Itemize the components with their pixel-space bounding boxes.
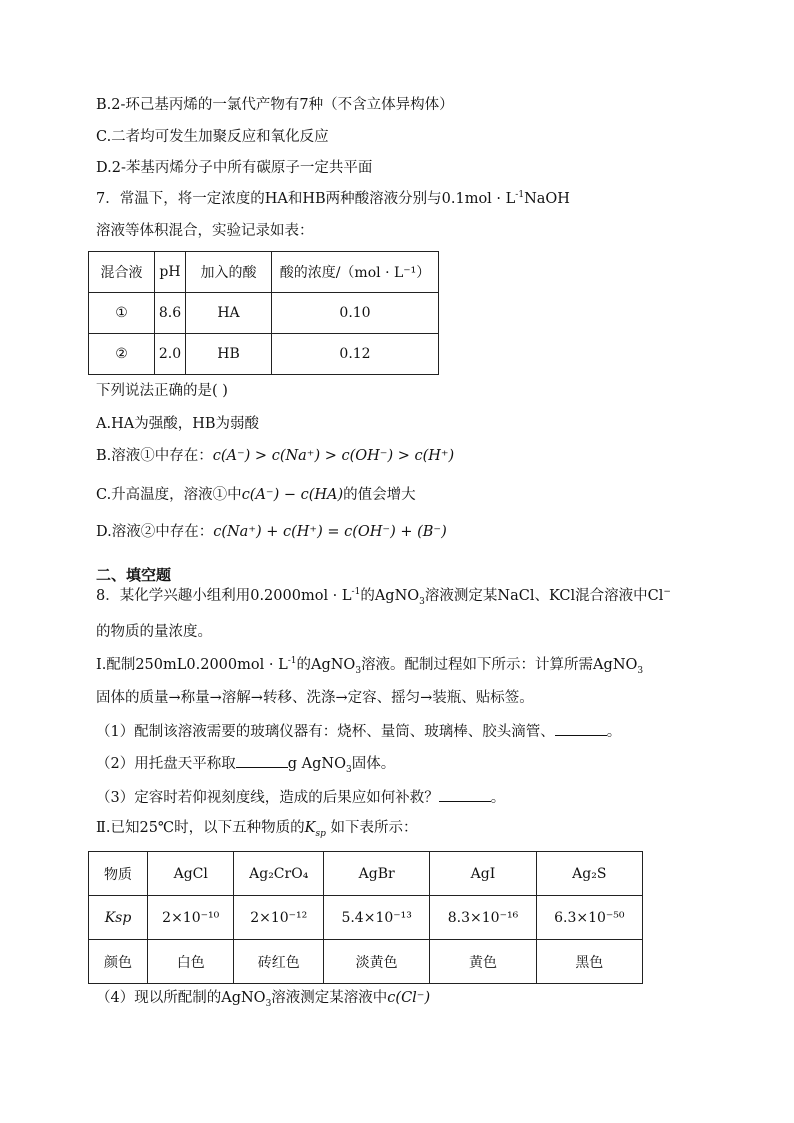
part-2-intro: Ⅱ.已知25℃时，以下五种物质的$K_{sp}$ 如下表所示： [96, 820, 418, 839]
table-cell: 0.10 [272, 293, 439, 334]
question-7-option-c: C.升高温度，溶液①中c(A⁻) − c(HA)的值会增大 [96, 487, 416, 503]
table-cell: 2×10⁻¹⁰ [148, 896, 234, 940]
table-header: 颜色 [89, 940, 148, 984]
sub-question-3: （3）定容时若仰视刻度线，造成的后果应如何补救？ 。 [96, 787, 505, 808]
table-row [89, 293, 439, 334]
table-cell: Ag₂CrO₄ [234, 852, 324, 896]
part-1-intro: Ⅰ.配制$250mL0.2000mol \cdot L^{-1}$的AgNO$_3$溶液。配制过程如下所示：计算所需AgNO$_3$ [96, 656, 644, 676]
table-cell: 白色 [148, 940, 234, 984]
answer-blank[interactable] [236, 753, 288, 768]
question-8-stem: 8．某化学兴趣小组利用$0.2000mol \cdot L^{-1}$的AgNO$_3$溶液测定某NaCl、KCl混合溶液中Cl− [96, 587, 671, 607]
table-cell: 砖红色 [234, 940, 324, 984]
sub-question-4: （4）现以所配制的AgNO$_3$溶液测定某溶液中c(Cl⁻) [96, 990, 431, 1009]
table-cell: 淡黄色 [324, 940, 430, 984]
section-heading: 二、填空题 [96, 566, 172, 584]
question-7-option-a: A.HA为强酸，HB为弱酸 [96, 416, 259, 432]
part-1-steps: 固体的质量→称量→溶解→转移、洗涤→定容、摇匀→装瓶、贴标签。 [96, 690, 534, 706]
question-7-ask: 下列说法正确的是( ) [96, 383, 228, 399]
table-cell: AgCl [148, 852, 234, 896]
table-cell: 2.0 [155, 334, 186, 375]
table-row [89, 852, 643, 896]
table-cell: Ag₂S [536, 852, 642, 896]
option-c-line: C.二者均可发生加聚反应和氧化反应 [96, 129, 329, 145]
table-header: pH [155, 252, 186, 293]
table-row [89, 896, 643, 940]
question-7-stem-cont: 溶液等体积混合，实验记录如表： [96, 223, 314, 239]
sub-question-1: （1）配制该溶液需要的玻璃仪器有：烧杯、量筒、玻璃棒、胶头滴管、 。 [96, 721, 621, 742]
table-cell: AgI [430, 852, 536, 896]
table-header: 加入的酸 [186, 252, 272, 293]
question-7-option-b: B.溶液①中存在：c(A⁻) > c(Na⁺) > c(OH⁻) > c(H⁺) [96, 448, 455, 464]
table-cell: 8.6 [155, 293, 186, 334]
table-cell: 0.12 [272, 334, 439, 375]
table-header: 物质 [89, 852, 148, 896]
table-header: Ksp [89, 896, 148, 940]
table-row [89, 252, 439, 293]
sub-question-2: （2）用托盘天平称取 g AgNO$_3$固体。 [96, 753, 395, 774]
question-8-stem-cont: 的物质的量浓度。 [96, 624, 212, 640]
option-d-line: D.2-苯基丙烯分子中所有碳原子一定共平面 [96, 160, 373, 176]
table-cell: 黄色 [430, 940, 536, 984]
table-cell: ① [89, 293, 155, 334]
table-cell: 黑色 [536, 940, 642, 984]
mixing-table [88, 251, 439, 375]
table-cell: AgBr [324, 852, 430, 896]
table-header: 酸的浓度/（mol · L⁻¹） [272, 252, 439, 293]
answer-blank[interactable] [555, 721, 607, 736]
table-row [89, 940, 643, 984]
table-row [89, 334, 439, 375]
table-cell: HA [186, 293, 272, 334]
table-cell: 8.3×10⁻¹⁶ [430, 896, 536, 940]
table-cell: 2×10⁻¹² [234, 896, 324, 940]
question-7-option-d: D.溶液②中存在：c(Na⁺) + c(H⁺) = c(OH⁻) + (B⁻) [96, 524, 447, 540]
table-header: 混合液 [89, 252, 155, 293]
answer-blank[interactable] [439, 787, 491, 802]
table-cell: HB [186, 334, 272, 375]
ksp-table [88, 851, 643, 984]
table-cell: ② [89, 334, 155, 375]
option-b-line: B.2-环己基丙烯的一氯代产物有7种（不含立体异构体） [96, 97, 454, 113]
table-cell: 6.3×10⁻⁵⁰ [536, 896, 642, 940]
question-7-stem: 7．常温下，将一定浓度的HA和HB两种酸溶液分别与$0.1mol \cdot L^{-1}NaOH$ [96, 190, 570, 207]
table-cell: 5.4×10⁻¹³ [324, 896, 430, 940]
